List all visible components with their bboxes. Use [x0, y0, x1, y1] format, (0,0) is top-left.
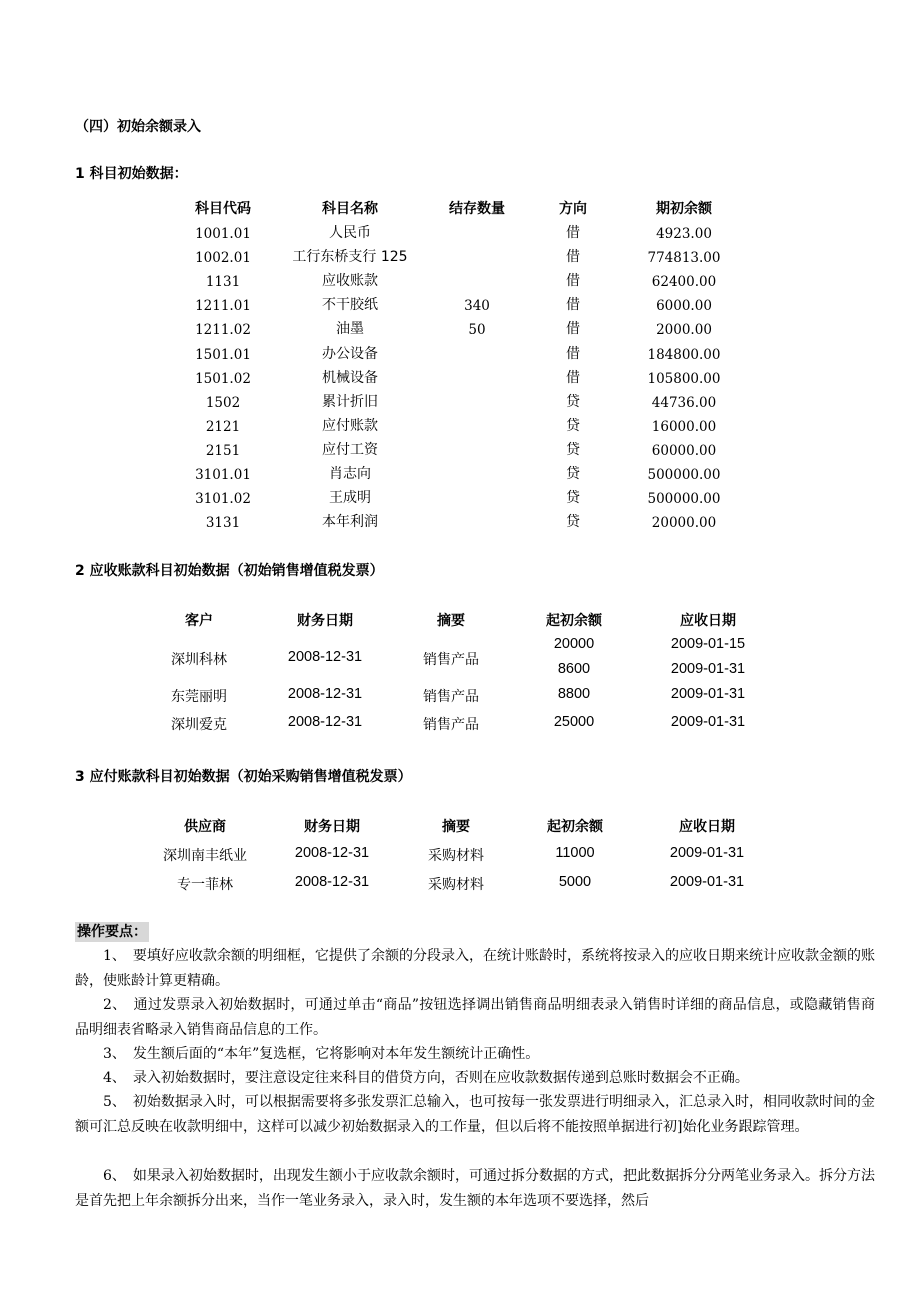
opening-balance: 184800.00 [647, 346, 721, 363]
header-quantity: 结存数量 [449, 201, 505, 217]
account-code: 1002.01 [195, 250, 251, 267]
header-due-date: 应收日期 [679, 819, 735, 835]
direction: 贷 [566, 417, 580, 434]
summary: 销售产品 [423, 651, 479, 668]
table3-title: 3 应付账款科目初始数据（初始采购销售增值税发票） [75, 769, 412, 785]
opening-amount: 8600 [557, 661, 591, 677]
summary: 销售产品 [423, 689, 479, 705]
direction: 借 [566, 225, 580, 241]
header-summary: 摘要 [437, 613, 465, 629]
account-name: 工行东桥支行 125 [292, 249, 408, 266]
opening-balance: 105800.00 [647, 370, 721, 387]
key-point-paragraph: 3、 发生额后面的“本年”复选框，它将影响对本年发生额统计正确性。 [103, 1046, 540, 1062]
finance-date: 2008-12-31 [287, 686, 363, 702]
table2-title: 2 应收账款科目初始数据（初始销售增值税发票） [75, 563, 384, 579]
header-summary: 摘要 [442, 819, 470, 835]
direction: 借 [566, 297, 580, 314]
opening-balance: 60000.00 [651, 442, 717, 459]
header-customer: 客户 [185, 613, 213, 629]
direction: 贷 [566, 490, 580, 507]
account-name: 应付账款 [322, 417, 378, 434]
summary: 采购材料 [428, 877, 484, 893]
opening-amount: 25000 [553, 714, 595, 730]
opening-balance: 774813.00 [647, 250, 721, 267]
direction: 贷 [566, 466, 580, 482]
account-name: 机械设备 [322, 369, 378, 386]
opening-balance: 500000.00 [647, 491, 721, 508]
header-account-code: 科目代码 [195, 201, 251, 217]
header-finance-date: 财务日期 [304, 819, 360, 835]
direction: 借 [566, 345, 580, 362]
account-code: 2151 [205, 442, 241, 459]
direction: 借 [566, 321, 580, 338]
opening-amount: 11000 [555, 845, 595, 861]
key-point-paragraph: 6、 如果录入初始数据时，出现发生额小于应收款余额时，可通过拆分数据的方式，把此数据拆分分两笔业务录入。拆分方法是首先把上年余额拆分出来，当作一笔业务录入，录入时，发生额的本年选项不要选择，然后 [75, 1168, 875, 1209]
opening-balance: 16000.00 [651, 418, 717, 435]
due-date: 2009-01-31 [670, 686, 746, 702]
account-code: 3101.01 [195, 467, 251, 483]
account-code: 1211.02 [195, 322, 251, 339]
customer-name: 深圳爱克 [171, 717, 227, 733]
account-code: 1211.01 [195, 298, 251, 315]
account-name: 累计折旧 [322, 393, 378, 410]
opening-balance: 62400.00 [651, 274, 717, 291]
opening-balance: 44736.00 [651, 394, 717, 411]
header-due-date: 应收日期 [680, 613, 736, 629]
section-title: （四）初始余额录入 [75, 119, 201, 135]
direction: 贷 [566, 441, 580, 458]
direction: 贷 [566, 393, 580, 410]
key-point-paragraph: 4、 录入初始数据时，要注意设定往来科目的借贷方向，否则在应收款数据传递到总账时数据会不正确。 [103, 1070, 749, 1086]
account-code: 3101.02 [195, 491, 251, 508]
account-name: 王成明 [329, 490, 371, 507]
due-date: 2009-01-31 [670, 714, 746, 730]
account-code: 1501.02 [195, 370, 251, 387]
key-point-paragraph: 5、 初始数据录入时，可以根据需要将多张发票汇总输入，也可按每一张发票进行明细录入，汇总录入时，相同收款时间的金额可汇总反映在收款明细中，这样可以减少初始数据录入的工作量，但以后将不能按照单据进行初]始化业务跟踪管理。 [75, 1094, 875, 1135]
header-direction: 方向 [559, 201, 587, 217]
header-finance-date: 财务日期 [297, 613, 353, 629]
opening-balance: 2000.00 [656, 322, 712, 339]
header-opening-amount: 起初余额 [546, 613, 602, 629]
account-name: 不干胶纸 [322, 297, 378, 314]
account-name: 办公设备 [322, 345, 378, 362]
opening-balance: 20000.00 [651, 515, 717, 532]
due-date: 2009-01-31 [669, 845, 745, 861]
opening-amount: 20000 [553, 636, 595, 652]
finance-date: 2008-12-31 [287, 648, 363, 665]
finance-date: 2008-12-31 [294, 874, 370, 890]
opening-balance: 500000.00 [647, 467, 721, 483]
header-supplier: 供应商 [184, 819, 226, 835]
quantity: 340 [464, 298, 490, 315]
supplier-name: 专一菲林 [177, 877, 233, 893]
account-code: 1502 [205, 394, 241, 411]
account-name: 本年利润 [322, 514, 378, 531]
key-point-paragraph: 1、 要填好应收款余额的明细框，它提供了余额的分段录入，在统计账龄时，系统将按录入的应收日期来统计应收款金额的账龄，使账龄计算更精确。 [75, 948, 875, 989]
opening-balance: 4923.00 [656, 226, 712, 242]
account-code: 1501.01 [195, 346, 251, 363]
account-code: 1131 [205, 274, 241, 291]
customer-name: 深圳科林 [171, 651, 227, 668]
direction: 贷 [566, 514, 580, 531]
summary: 采购材料 [428, 848, 484, 864]
header-account-name: 科目名称 [322, 201, 378, 217]
header-opening-amount: 起初余额 [547, 819, 603, 835]
customer-name: 东莞丽明 [171, 689, 227, 705]
account-name: 肖志向 [329, 466, 371, 482]
account-name: 应收账款 [322, 273, 378, 290]
account-code: 2121 [205, 418, 241, 435]
table1-title: 1 科目初始数据： [75, 166, 188, 182]
key-points-title: 操作要点： [77, 924, 147, 940]
account-name: 人民币 [329, 225, 371, 241]
direction: 借 [566, 249, 580, 266]
account-name: 应付工资 [322, 441, 378, 458]
opening-amount: 8800 [557, 686, 591, 702]
account-name: 油墨 [336, 321, 364, 338]
finance-date: 2008-12-31 [287, 714, 363, 730]
account-code: 3131 [205, 515, 241, 532]
finance-date: 2008-12-31 [294, 845, 370, 861]
due-date: 2009-01-15 [670, 636, 746, 652]
quantity: 50 [468, 322, 486, 339]
due-date: 2009-01-31 [669, 874, 745, 890]
opening-amount: 5000 [558, 874, 592, 890]
header-opening-balance: 期初余额 [656, 201, 712, 217]
direction: 借 [566, 369, 580, 386]
account-code: 1001.01 [195, 226, 251, 242]
supplier-name: 深圳南丰纸业 [163, 848, 247, 864]
due-date: 2009-01-31 [670, 661, 746, 677]
key-point-paragraph: 2、 通过发票录入初始数据时，可通过单击“商品”按钮选择调出销售商品明细表录入销售时详细的商品信息，或隐藏销售商品明细表省略录入销售商品信息的工作。 [75, 997, 875, 1038]
direction: 借 [566, 273, 580, 290]
opening-balance: 6000.00 [656, 298, 712, 315]
summary: 销售产品 [423, 717, 479, 733]
